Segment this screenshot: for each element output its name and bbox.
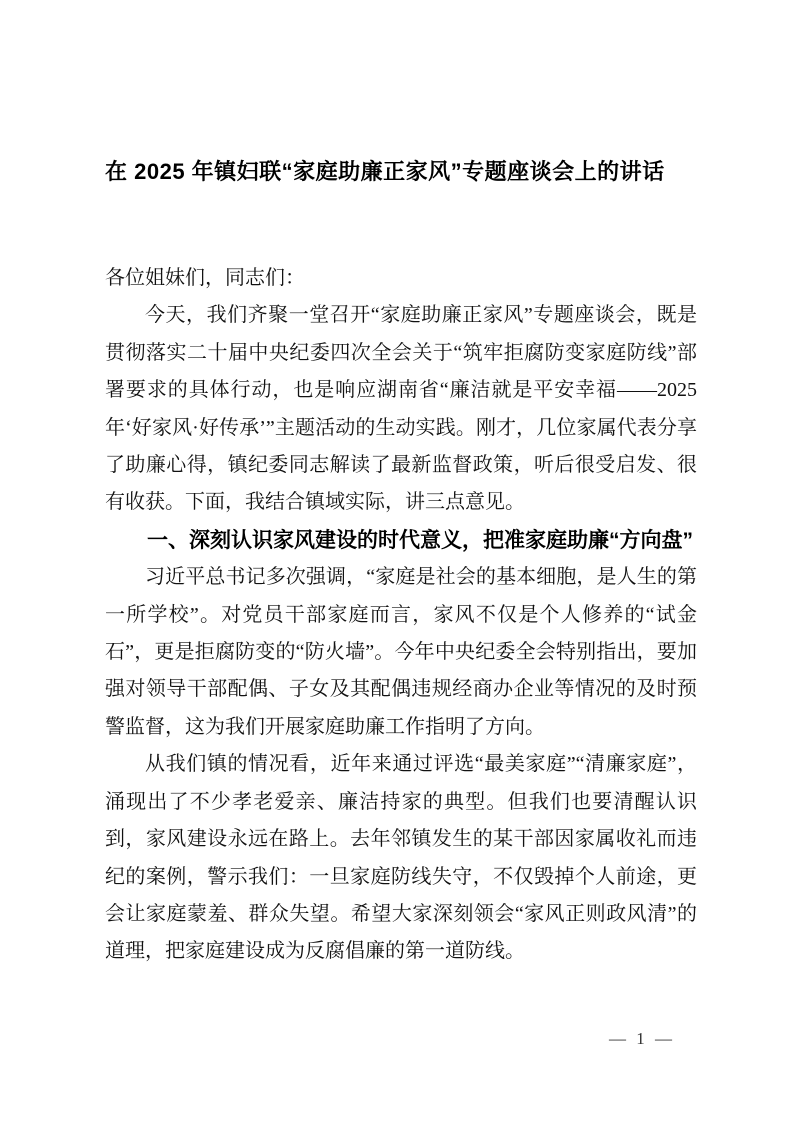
salutation: 各位姐妹们，同志们： — [105, 267, 305, 289]
document-title: 在 2025 年镇妇联“家庭助廉正家风”专题座谈会上的讲话 — [105, 159, 665, 184]
document-body — [105, 260, 697, 971]
section-1-paragraph-2: 从我们镇的情况看，近年来通过评选“最美家庭”“清廉家庭”，涌现出了不少孝老爱亲、廉洁持家的典型。但我们也要清醒认识到，家风建设永远在路上。去年邻镇发生的某干部因家属收礼而违纪的案例，警示我们：一旦家庭防线失守，不仅毁掉个人前途，更会让家庭蒙羞、群众失望。希望大家深刻领会“家风正则政风清”的道理，把家庭建设成为反腐倡廉的第一道防线。 — [105, 753, 697, 963]
page-number: — 1 — — [609, 1029, 675, 1048]
intro-paragraph: 今天，我们齐聚一堂召开“家庭助廉正家风”专题座谈会，既是贯彻落实二十届中央纪委四次全会关于“筑牢拒腐防变家庭防线”部署要求的具体行动，也是响应湖南省“廉洁就是平安幸福——2025 年‘好家风·好传承’”主题活动的生动实践。刚才，几位家属代表分享了助廉心得，镇纪委同志解读了最新监督政策，听后很受启发、很有收获。下面，我结合镇域实际，讲三点意见。 — [105, 304, 697, 514]
section-1-paragraph-1: 习近平总书记多次强调，“家庭是社会的基本细胞，是人生的第一所学校”。对党员干部家庭而言，家风不仅是个人修养的“试金石”，更是拒腐防变的“防火墙”。今年中央纪委全会特别指出，要加强对领导干部配偶、子女及其配偶违规经商办企业等情况的及时预警监督，这为我们开展家庭助廉工作指明了方向。 — [105, 566, 697, 738]
section-1-heading: 一、深刻认识家风建设的时代意义，把准家庭助廉“方向盘” — [147, 528, 693, 552]
